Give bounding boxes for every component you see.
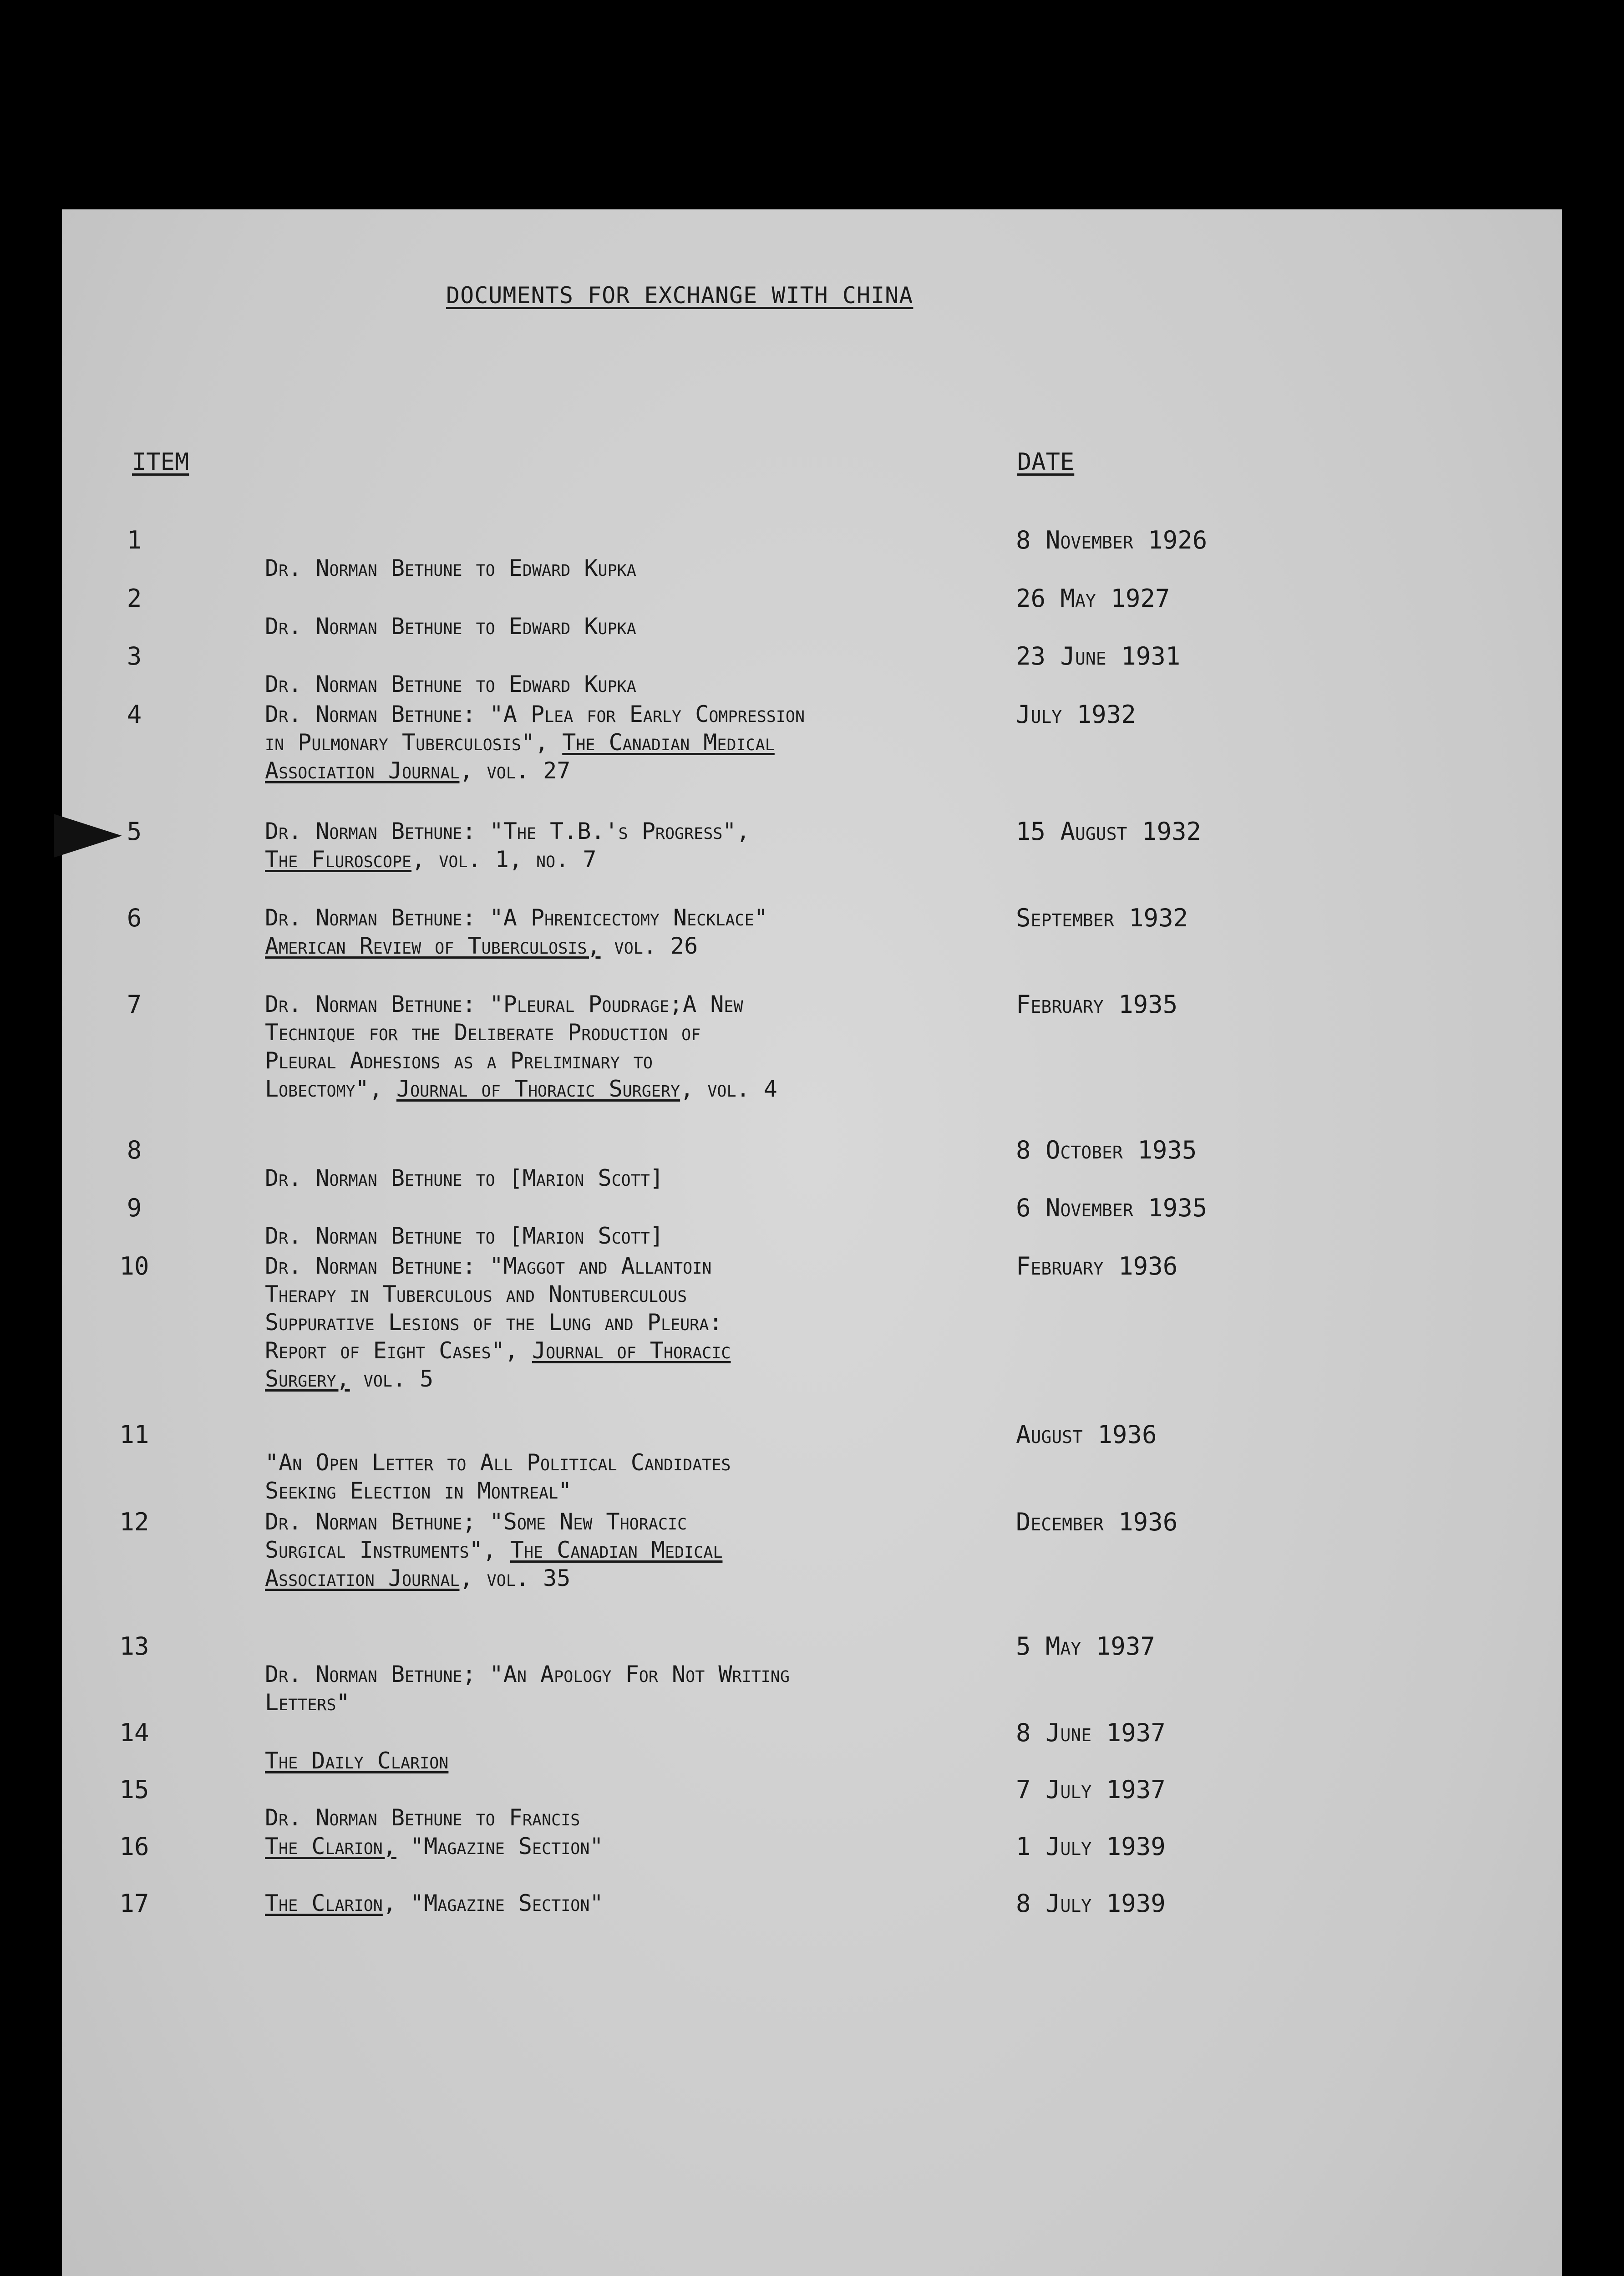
item-date: 15 August 1932 bbox=[1016, 817, 1201, 846]
item-number: 14 bbox=[119, 1718, 149, 1747]
item-description: Dr. Norman Bethune: "A Phrenicectomy Necklace" American Review of Tuberculosis, vol. 26 bbox=[265, 904, 768, 959]
item-date: 8 July 1939 bbox=[1016, 1889, 1166, 1918]
item-number: 10 bbox=[119, 1252, 149, 1280]
item-date: 23 June 1931 bbox=[1016, 642, 1181, 671]
document-title: DOCUMENTS FOR EXCHANGE WITH CHINA bbox=[446, 282, 914, 309]
item-number: 11 bbox=[119, 1420, 149, 1449]
item-date: 8 November 1926 bbox=[1016, 526, 1208, 554]
item-number: 1 bbox=[127, 526, 142, 554]
item-number: 17 bbox=[119, 1889, 149, 1918]
column-header-item: ITEM bbox=[132, 448, 189, 476]
item-description: Dr. Norman Bethune to [Marion Scott] bbox=[265, 1223, 664, 1249]
item-description: Dr. Norman Bethune to Francis bbox=[265, 1804, 580, 1831]
item-description: The Daily Clarion bbox=[265, 1748, 449, 1774]
item-date: February 1936 bbox=[1016, 1252, 1178, 1280]
item-number: 5 bbox=[127, 817, 142, 846]
item-date: December 1936 bbox=[1016, 1508, 1178, 1536]
item-description: The Clarion, "Magazine Section" bbox=[265, 1890, 604, 1916]
column-header-date: DATE bbox=[1017, 448, 1075, 476]
item-description: Dr. Norman Bethune: "The T.B.'s Progress", The Fluroscope, vol. 1, no. 7 bbox=[265, 818, 750, 873]
item-description: "An Open Letter to All Political Candidates Seeking Election in Montreal" bbox=[265, 1449, 731, 1504]
item-date: 8 October 1935 bbox=[1016, 1136, 1197, 1164]
item-number: 7 bbox=[127, 990, 142, 1019]
item-number: 2 bbox=[127, 584, 142, 613]
item-description: The Clarion, "Magazine Section" bbox=[265, 1833, 604, 1859]
item-date: September 1932 bbox=[1016, 904, 1188, 932]
item-number: 12 bbox=[119, 1508, 149, 1536]
item-description: Dr. Norman Bethune to Edward Kupka bbox=[265, 613, 636, 640]
item-number: 4 bbox=[127, 700, 142, 729]
item-description: Dr. Norman Bethune: "A Plea for Early Compression in Pulmonary Tuberculosis", The Canadian Medical Association Journal, vol. 27 bbox=[265, 701, 805, 784]
item-date: 7 July 1937 bbox=[1016, 1775, 1166, 1804]
item-date: July 1932 bbox=[1016, 700, 1136, 729]
pointer-arrow-icon bbox=[54, 814, 122, 858]
item-date: 5 May 1937 bbox=[1016, 1632, 1155, 1661]
item-number: 15 bbox=[119, 1775, 149, 1804]
item-description: Dr. Norman Bethune: "Maggot and Allantoin Therapy in Tuberculous and Nontuberculous Suppurative Lesions of the Lung and Pleura: Report of Eight Cases", Journal of Thoracic Surgery, vol. 5 bbox=[265, 1253, 731, 1392]
item-date: February 1935 bbox=[1016, 990, 1178, 1019]
item-description: Dr. Norman Bethune to Edward Kupka bbox=[265, 555, 636, 581]
item-description: Dr. Norman Bethune: "Pleural Poudrage;A New Technique for the Deliberate Production of Pleural Adhesions as a Preliminary to Lobectomy", Journal of Thoracic Surgery, vol. 4 bbox=[265, 991, 777, 1102]
item-description: Dr. Norman Bethune; "Some New Thoracic Surgical Instruments", The Canadian Medical Association Journal, vol. 35 bbox=[265, 1509, 723, 1591]
item-date: 26 May 1927 bbox=[1016, 584, 1170, 613]
item-number: 8 bbox=[127, 1136, 142, 1164]
item-date: August 1936 bbox=[1016, 1420, 1157, 1449]
item-number: 6 bbox=[127, 904, 142, 932]
item-description: Dr. Norman Bethune; "An Apology For Not Writing Letters" bbox=[265, 1661, 790, 1716]
item-number: 13 bbox=[119, 1632, 149, 1661]
item-date: 1 July 1939 bbox=[1016, 1832, 1166, 1861]
item-number: 16 bbox=[119, 1832, 149, 1861]
item-date: 6 November 1935 bbox=[1016, 1194, 1208, 1222]
item-number: 9 bbox=[127, 1194, 142, 1222]
item-description: Dr. Norman Bethune to Edward Kupka bbox=[265, 671, 636, 697]
item-date: 8 June 1937 bbox=[1016, 1718, 1166, 1747]
item-description: Dr. Norman Bethune to [Marion Scott] bbox=[265, 1165, 664, 1191]
item-number: 3 bbox=[127, 642, 142, 671]
